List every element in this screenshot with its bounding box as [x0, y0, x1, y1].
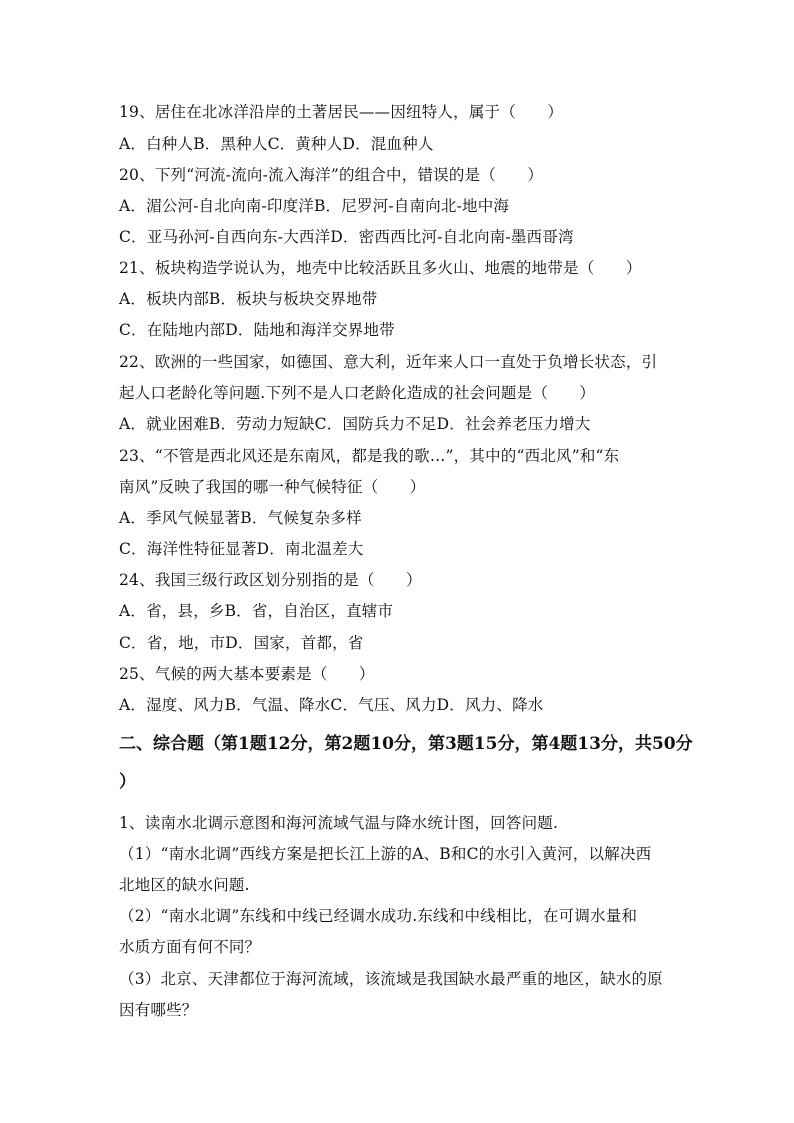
comprehensive-question-1: 1、读南水北调示意图和海河流域气温与降水统计图，回答问题. [119, 814, 559, 832]
question-25-options: A．湿度、风力B．气温、降水C．气压、风力D．风力、降水 [119, 696, 544, 714]
question-21-options-ab: A．板块内部B．板块与板块交界地带 [119, 290, 378, 308]
sub-question-1-line1: （1）“南水北调”西线方案是把长江上游的A、B和C的水引入黄河，以解决西 [119, 845, 652, 863]
question-23-line1: 23、“不管是西北风还是东南风，都是我的歌…”，其中的“西北风”和“东 [119, 447, 620, 465]
question-22-line1: 22、欧洲的一些国家，如德国、意大利，近年来人口一直处于负增长状态，引 [119, 353, 658, 371]
sub-question-2-line2: 水质方面有何不同？ [119, 938, 261, 956]
sub-question-3-line2: 因有哪些？ [119, 1001, 198, 1019]
question-24-options-cd: C．省，地，市D．国家，首都，省 [119, 634, 364, 652]
question-25: 25、气候的两大基本要素是（ ） [119, 665, 375, 683]
sub-question-3-line1: （3）北京、天津都位于海河流域，该流域是我国缺水最严重的地区，缺水的原 [119, 970, 663, 988]
question-20-options-cd: C．亚马孙河-自西向东-大西洋D．密西西比河-自北向南-墨西哥湾 [119, 228, 574, 246]
sub-question-1-line2: 北地区的缺水问题. [119, 876, 250, 894]
question-24-options-ab: A．省，县，乡B．省，自治区，直辖市 [119, 602, 394, 620]
question-21: 21、板块构造学说认为，地壳中比较活跃且多火山、地震的地带是（ ） [119, 259, 642, 277]
section-title: 二、综合题（第1题12分，第2题10分，第3题15分，第4题13分，共50分 [119, 734, 693, 754]
question-19-options: A．白种人B．黑种人C．黄种人D．混血种人 [119, 135, 434, 153]
question-22-line2: 起人口老龄化等问题.下列不是人口老龄化造成的社会问题是（ ） [119, 384, 596, 402]
question-23-options-ab: A．季风气候显著B．气候复杂多样 [119, 509, 362, 527]
question-19: 19、居住在北冰洋沿岸的土著居民——因纽特人，属于（ ） [119, 103, 564, 121]
sub-question-2-line1: （2）“南水北调”东线和中线已经调水成功.东线和中线相比，在可调水量和 [119, 907, 638, 925]
question-24: 24、我国三级行政区划分别指的是（ ） [119, 571, 422, 589]
question-23-options-cd: C．海洋性特征显著D．南北温差大 [119, 540, 364, 558]
question-20: 20、下列“河流-流向-流入海洋”的组合中，错误的是（ ） [119, 166, 544, 184]
question-23-line2: 南风”反映了我国的哪一种气候特征（ ） [119, 478, 426, 496]
question-20-options-ab: A．湄公河-自北向南-印度洋B．尼罗河-自南向北-地中海 [119, 197, 510, 215]
question-21-options-cd: C．在陆地内部D．陆地和海洋交界地带 [119, 321, 395, 339]
question-22-options: A．就业困难B．劳动力短缺C．国防兵力不足D．社会养老压力增大 [119, 415, 591, 433]
section-title-end: ） [119, 772, 136, 792]
